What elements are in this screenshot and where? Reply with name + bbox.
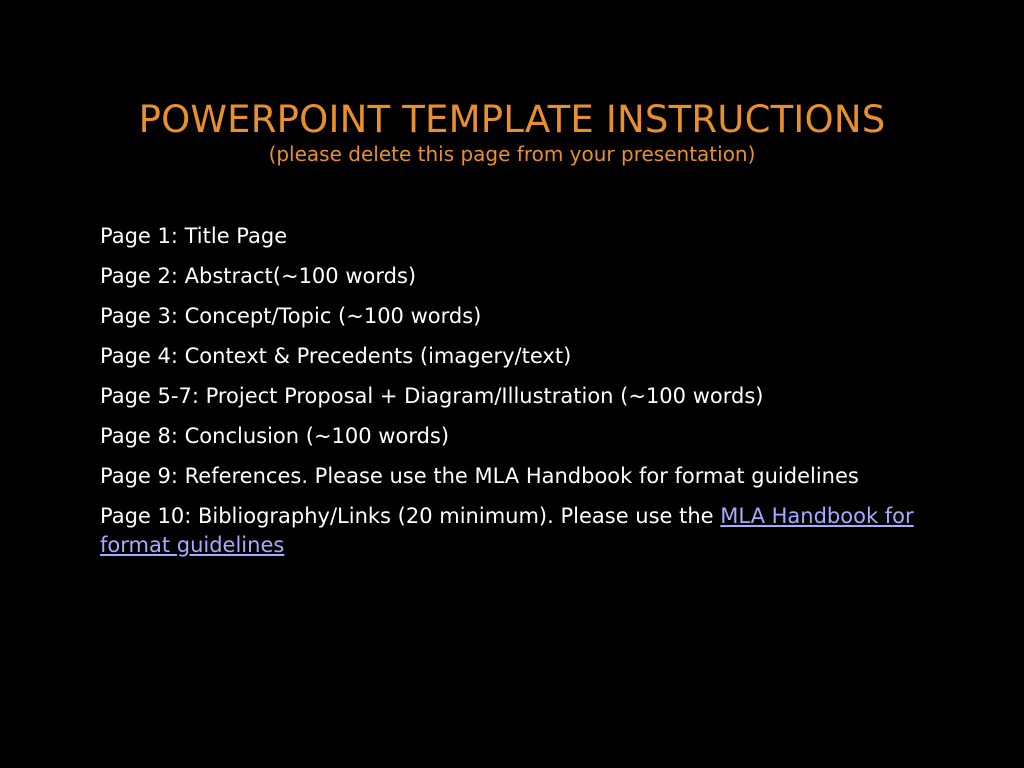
list-item-page-2: Page 2: Abstract(~100 words): [100, 264, 417, 288]
list-item-page-5-7: Page 5-7: Project Proposal + Diagram/Illustration (~100 words): [100, 384, 764, 408]
instruction-list: [100, 222, 940, 571]
list-item-page-1: Page 1: Title Page: [100, 224, 288, 248]
list-item-page-9: Page 9: References. Please use the MLA Handbook for format guidelines: [100, 464, 859, 488]
list-item-page-3: Page 3: Concept/Topic (~100 words): [100, 304, 482, 328]
mla-handbook-link[interactable]: MLA Handbook for format guidelines: [100, 504, 914, 557]
slide-title: POWERPOINT TEMPLATE INSTRUCTIONS: [138, 98, 886, 141]
title-block: [0, 96, 1024, 167]
list-item-page-4: Page 4: Context & Precedents (imagery/text): [100, 344, 572, 368]
slide-subtitle: (please delete this page from your presentation): [268, 142, 756, 166]
list-item-page-10-text: Page 10: Bibliography/Links (20 minimum). Please use the: [100, 504, 721, 528]
list-item-page-8: Page 8: Conclusion (~100 words): [100, 424, 450, 448]
list-item-page-10: [100, 502, 940, 560]
